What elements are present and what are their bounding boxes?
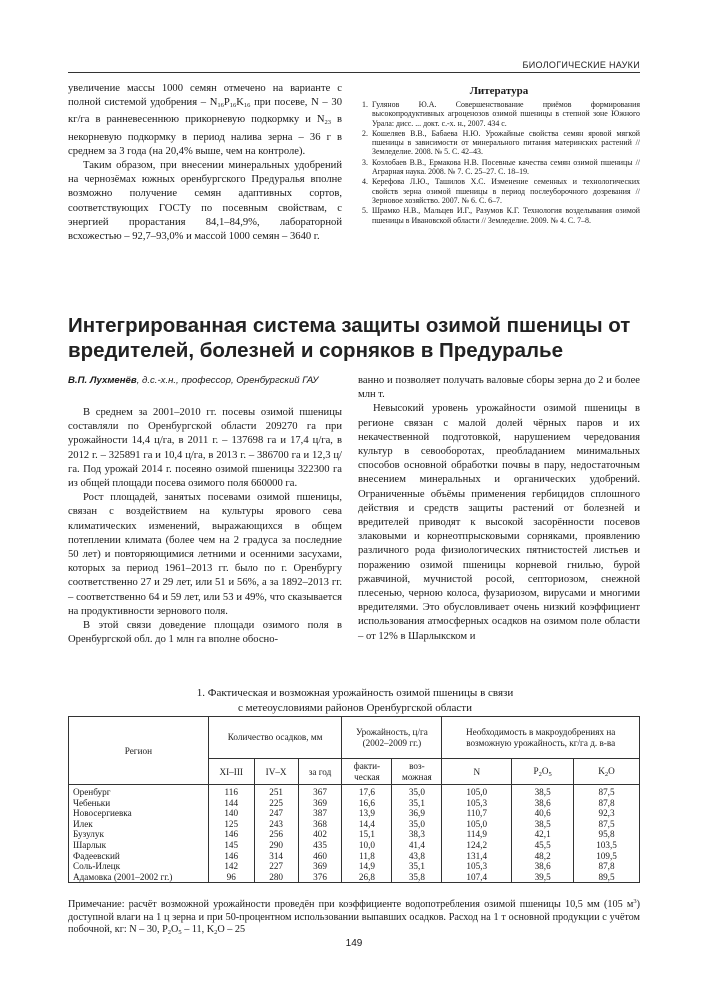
cell-value: 243 (254, 819, 298, 830)
subscript: 2 (604, 770, 609, 778)
text-run: при посеве, N – 30 кг/га в ранневесеннюю прикорневую подкормку и N (68, 97, 342, 126)
text-run: O – 25 (217, 924, 246, 936)
table-row (69, 861, 640, 872)
cell-region: Оренбург (69, 785, 209, 798)
table-caption-line: 1. Фактическая и возможная урожайность озимой пшеницы в связи (196, 687, 514, 699)
cell-region: Чебеньки (69, 798, 209, 809)
cell-region: Соль-Илецк (69, 861, 209, 872)
reference-item (358, 206, 640, 225)
subscript: 2 (214, 929, 218, 937)
cell-value: 256 (254, 829, 298, 840)
cell-value: 87,5 (574, 819, 640, 830)
cell-value: 105,0 (442, 785, 512, 798)
subscript: 23 (324, 119, 331, 127)
header-actual-yield: факти-ческая (342, 759, 392, 785)
article-right-column (358, 374, 640, 644)
text-run: увеличение массы 1000 семян отмечено на варианте с полной системой удобрения – N (68, 83, 342, 109)
reference-item (358, 129, 640, 157)
cell-value: 146 (208, 851, 254, 862)
cell-value: 368 (298, 819, 342, 830)
cell-value: 15,1 (342, 829, 392, 840)
cell-value: 145 (208, 840, 254, 851)
subscript: 16 (243, 102, 251, 110)
cell-value: 131,4 (442, 851, 512, 862)
reference-text: Керефова Л.Ю., Ташилов Х.С. Изменение семенных и технологических свойств зерна озимой пшеницы в период послеуборочного дозревания // Зерновое хозяйство. 2007. № 6. С. 6–7. (372, 177, 640, 205)
cell-value: 48,2 (512, 851, 574, 862)
header-precipitation: Количество осадков, мм (208, 717, 342, 759)
cell-region: Бузулук (69, 829, 209, 840)
text-run: P (533, 765, 539, 776)
cell-value: 40,6 (512, 808, 574, 819)
cell-value: 42,1 (512, 829, 574, 840)
cell-value: 14,9 (342, 861, 392, 872)
body-paragraph: В этой связи доведение площади озимого поля в Оренбургской обл. до 1 млн га вполне обосно- (68, 620, 342, 646)
cell-value: 35,1 (392, 798, 442, 809)
reference-text: Шрамко Н.В., Мальцев И.Г., Разумов К.Г. Технология возделывания озимой пшеницы в Ивановской области // Земледелие. 2009. № 4. С. 7–8. (372, 206, 640, 225)
body-paragraph-continued: ванно и позволяет получать валовые сборы зерна до 2 и более млн т. (358, 375, 640, 401)
reference-list (358, 100, 640, 225)
reference-text: Гулянов Ю.А. Совершенствование приёмов формирования высокопродуктивных агроценозов озимой пшеницы в степной зоне Южного Урала: дисс. ... докт. с.-х. н., 2007. 434 с. (372, 100, 640, 128)
cell-value: 435 (298, 840, 342, 851)
header-year-precip: за год (298, 759, 342, 785)
cell-value: 35,0 (392, 819, 442, 830)
cell-region: Адамовка (2001–2002 гг.) (69, 872, 209, 883)
cell-value: 109,5 (574, 851, 640, 862)
table-row (69, 829, 640, 840)
cell-value: 280 (254, 872, 298, 883)
cell-value: 376 (298, 872, 342, 883)
running-header: БИОЛОГИЧЕСКИЕ НАУКИ (522, 60, 640, 70)
cell-value: 95,8 (574, 829, 640, 840)
cell-value: 92,3 (574, 808, 640, 819)
conclusion-paragraph: Таким образом, при внесении минеральных удобрений на чернозёмах южных оренбургского Предуралья вполне возможно получение семян адаптивных сортов, соответствующих ГОСТу по посевным свойствам, с энергией прорастания 84,1–84,9%, лабораторной всхожестью – 92,7–93,0% и массой 1000 семян – 3640 г. (68, 160, 342, 243)
header-phosphorus (512, 759, 574, 785)
cell-value: 140 (208, 808, 254, 819)
cell-value: 38,5 (512, 785, 574, 798)
cell-value: 87,8 (574, 861, 640, 872)
text-run: ) доступной влаги на 1 ц зерна и при 50-процентном использовании выпавших осадков. Расход на 1 т основной продукции с учётом побочной, кг: N – 30, P (68, 899, 640, 936)
reference-number: 3. (362, 157, 368, 167)
reference-item (358, 177, 640, 205)
cell-value: 41,4 (392, 840, 442, 851)
cell-value: 314 (254, 851, 298, 862)
cell-value: 105,3 (442, 861, 512, 872)
cell-value: 105,3 (442, 798, 512, 809)
cell-value: 251 (254, 785, 298, 798)
cell-region: Шарлык (69, 840, 209, 851)
text-run: Примечание: расчёт возможной урожайности проведён при коэффициенте водопотребления озимой пшеницы 10,5 мм (105 м (68, 899, 634, 910)
header-nitrogen: N (442, 759, 512, 785)
cell-value: 142 (208, 861, 254, 872)
cell-value: 146 (208, 829, 254, 840)
cell-value: 116 (208, 785, 254, 798)
reference-item (358, 100, 640, 128)
cell-value: 290 (254, 840, 298, 851)
cell-value: 124,2 (442, 840, 512, 851)
text-run: в некорневую подкормку в период налива зерна – 36 г в среднем за 3 года (на 20,4% выше, чем на контроле). (68, 114, 342, 157)
header-yield: Урожайность, ц/га (2002–2009 гг.) (342, 717, 442, 759)
table-row (69, 798, 640, 809)
cell-value: 144 (208, 798, 254, 809)
author-affiliation: , д.с.-х.н., профессор, Оренбургский ГАУ (136, 375, 319, 386)
table-row (69, 819, 640, 830)
top-left-column (68, 82, 342, 244)
cell-value: 87,8 (574, 798, 640, 809)
cell-value: 16,6 (342, 798, 392, 809)
cell-value: 13,9 (342, 808, 392, 819)
cell-value: 36,9 (392, 808, 442, 819)
cell-value: 39,5 (512, 872, 574, 883)
subscript: 2 (538, 770, 542, 778)
author-name: В.П. Лухменёв (68, 375, 137, 386)
literature-title: Литература (469, 85, 529, 97)
cell-region: Илек (69, 819, 209, 830)
text-run: K (598, 765, 605, 776)
reference-text: Козлобаев В.В., Ермакова Н.В. Посевные качества семян озимой пшеницы // Аграрная наука. 2008. № 7. С. 25–27. С. 18–19. (372, 157, 640, 177)
cell-value: 227 (254, 861, 298, 872)
cell-value: 38,5 (512, 819, 574, 830)
article-title: Интегрированная система защиты озимой пшеницы от вредителей, болезней и сорняков в Предуралье (68, 314, 631, 362)
text-run: O (608, 765, 615, 776)
header-fertilizer-need: Необходимость в макроудобрениях на возможную урожайность, кг/га д. в-ва (442, 717, 640, 759)
cell-value: 38,3 (392, 829, 442, 840)
cell-value: 125 (208, 819, 254, 830)
cell-region: Фадеевский (69, 851, 209, 862)
table-row (69, 840, 640, 851)
text-run: O (541, 765, 549, 776)
cell-value: 225 (254, 798, 298, 809)
reference-number: 1. (362, 100, 368, 109)
table-row (69, 808, 640, 819)
cell-value: 87,5 (574, 785, 640, 798)
table-row (69, 872, 640, 883)
subscript: 5 (548, 770, 552, 778)
header-region: Регион (69, 717, 209, 785)
text-run: O (171, 924, 179, 936)
cell-value: 11,8 (342, 851, 392, 862)
cell-value: 45,5 (512, 840, 574, 851)
text-run: P (223, 97, 230, 109)
subscript: 2 (167, 929, 172, 937)
cell-value: 26,8 (342, 872, 392, 883)
cell-value: 369 (298, 798, 342, 809)
body-paragraph: Невысокий уровень урожайности озимой пшеницы в регионе связан с малой долей чёрных паров и их некачественной подготовкой, нарушением чередования культур в севооборотах, преобладанием минимальных способов основной обработки почвы в пару, недостаточным внесением минеральных и органических удобрений. Ограниченные объёмы применения гербицидов сплошного действия и средств защиты растений от болезней и вредителей приводят к высокой засорённости посевов злаковыми и корнеотпрысковыми сорняками, проявлению различного рода физиологических пятнистостей листьев и поражению озимой пшеницы корневой гнилью, бурой ржавчиной, мучнистой росой, септориозом, снежной плесенью, черною колоса, фузариозом, вирусами и многими вредителями. Это обусловливает очень низкий коэффициент использования атмосферных осадков на озимом поле области – от 12% в Шарлыкском и (358, 403, 640, 642)
yield-table (68, 716, 640, 883)
subscript: 16 (229, 102, 237, 110)
cell-value: 103,5 (574, 840, 640, 851)
superscript: 3 (633, 898, 637, 905)
header-summer-precip: IV–X (254, 759, 298, 785)
body-paragraph: В среднем за 2001–2010 гг. посевы озимой пшеницы составляли по Оренбургской области 209270 га при урожайности 14,4 ц/га, в 2011 г. – 137698 га и 17,4 ц/га, в 2012 г. – 325891 га и 10,4 ц/га, в 2013 г. – 386700 га и 12,3 ц/га. Под урожай 2014 г. посеяно озимой пшеницы 322300 га из общей площади посева озимого поля 660000 га. (68, 407, 342, 490)
cell-value: 367 (298, 785, 342, 798)
table-row (69, 851, 640, 862)
subscript: 5 (178, 929, 182, 937)
cell-value: 105,0 (442, 819, 512, 830)
continued-paragraph (68, 82, 342, 159)
reference-text: Кошеляев В.В., Бабаева Н.Ю. Урожайные свойства семян яровой мягкой пшеницы в зависимости от минерального питания материнских растений // Земледелие. 2008. № 5. С. 42–43. (372, 128, 640, 157)
table-row (69, 785, 640, 798)
cell-value: 110,7 (442, 808, 512, 819)
cell-value: 96 (208, 872, 254, 883)
header-winter-precip: XI–III (208, 759, 254, 785)
cell-value: 369 (298, 861, 342, 872)
table-note (68, 896, 640, 940)
body-paragraph: Рост площадей, занятых посевами озимой пшеницы, связан с воздействием на культуры ярового сева климатических изменений, выражающихся в общем потеплении климата (более чем на 2 градуса за последние 50 лет) и повторяющимися летними и осенними засухами, которых за период 1961–2013 гг. было по г. Оренбургу соответственно 27 и 29 лет, или 51 и 56%, а за 1892–2013 гг. – соответственно 64 и 59 лет, или 53 и 49%, что сказывается на продуктивности зернового поля. (68, 492, 342, 617)
cell-value: 107,4 (442, 872, 512, 883)
text-run: K (236, 97, 244, 109)
reference-item (358, 158, 640, 177)
subscript: 16 (217, 102, 224, 110)
header-possible-yield: воз-можная (392, 759, 442, 785)
author-line (68, 374, 342, 388)
article-left-column (68, 374, 342, 647)
reference-number: 2. (362, 128, 368, 138)
page-number: 149 (345, 938, 363, 949)
cell-value: 10,0 (342, 840, 392, 851)
cell-value: 17,6 (342, 785, 392, 798)
header-rule (68, 72, 640, 73)
text-run: – 11, K (181, 924, 215, 936)
cell-value: 38,6 (512, 798, 574, 809)
table-body (69, 785, 640, 883)
cell-value: 387 (298, 808, 342, 819)
table-caption-line: с метеоусловиями районов Оренбургской области (238, 701, 472, 714)
reference-number: 4. (362, 177, 368, 187)
cell-value: 43,8 (392, 851, 442, 862)
cell-value: 460 (298, 851, 342, 862)
header-potassium (574, 759, 640, 785)
cell-value: 247 (254, 808, 298, 819)
cell-region: Новосергиевка (69, 808, 209, 819)
cell-value: 38,6 (512, 861, 574, 872)
cell-value: 35,1 (392, 861, 442, 872)
cell-value: 14,4 (342, 819, 392, 830)
cell-value: 35,8 (392, 872, 442, 883)
cell-value: 402 (298, 829, 342, 840)
cell-value: 35,0 (392, 785, 442, 798)
reference-number: 5. (362, 206, 368, 216)
table-caption (120, 686, 590, 715)
cell-value: 89,5 (574, 872, 640, 883)
literature-section (358, 85, 640, 226)
cell-value: 114,9 (442, 829, 512, 840)
